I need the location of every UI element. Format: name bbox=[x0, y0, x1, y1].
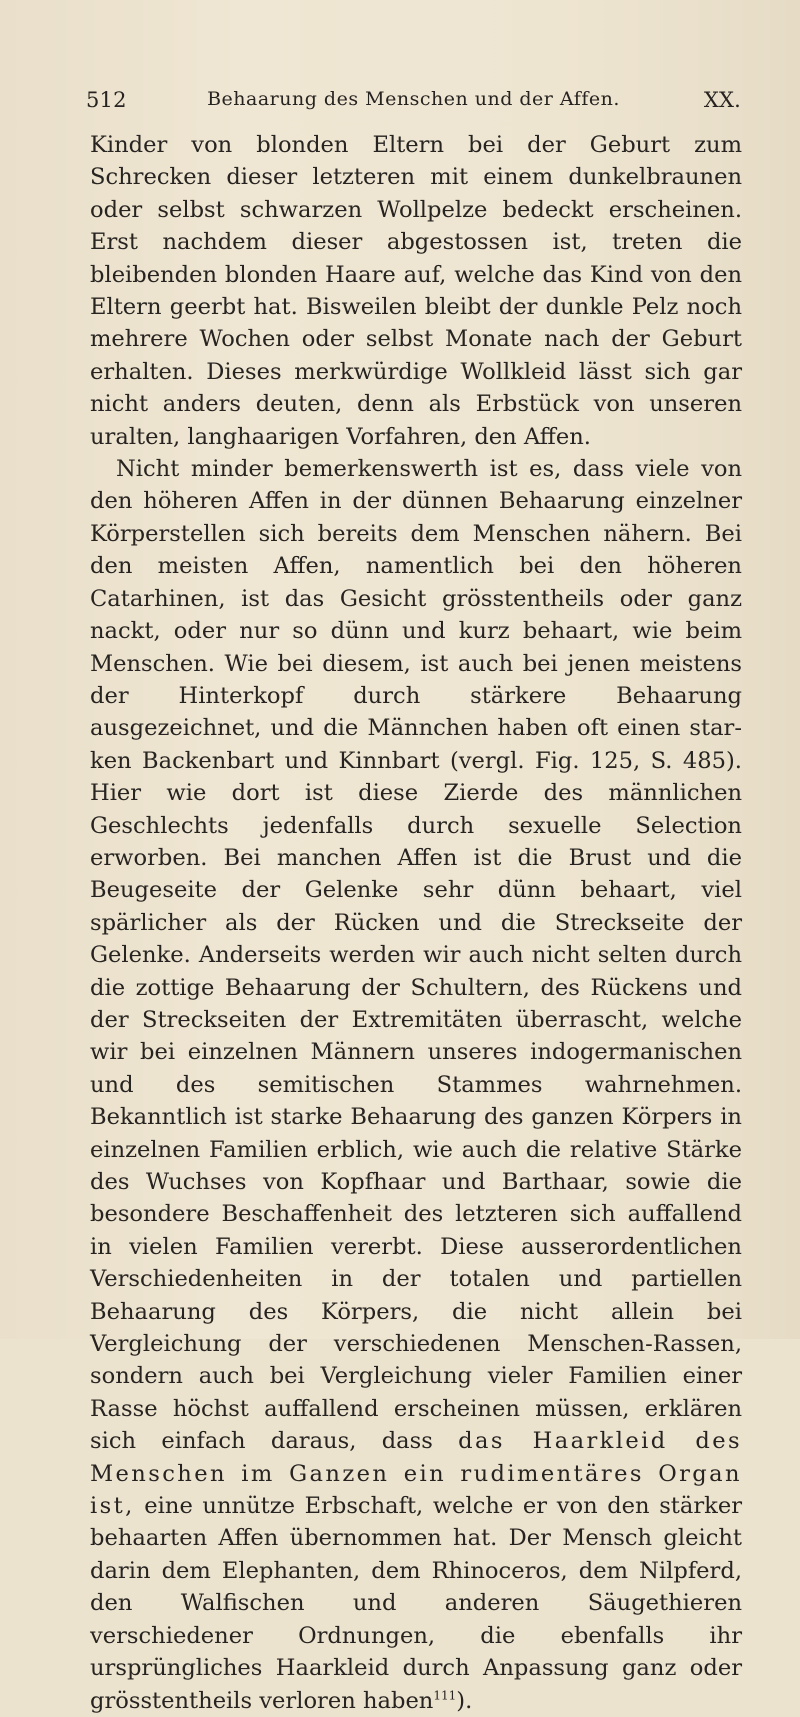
footnote-reference[interactable]: 111 bbox=[433, 1687, 457, 1702]
paragraph-1: Kinder von blonden Eltern bei der Geburt zum Schrecken dieser letzteren mit einem dunkelbraunen oder selbst schwarzen Wollpelze bedeckt erscheinen. Erst nachdem dieser abgestossen ist, treten die bleibenden blonden Haare auf, welche das Kind von den Eltern geerbt hat. Bisweilen bleibt der dunkle Pelz noch mehrere Wochen oder selbst Monate nach der Geburt erhalten. Dieses merkwürdige Wollkleid lässt sich gar nicht anders deuten, denn als Erbstück von unseren uralten, langhaarigen Vorfahren, den Affen. bbox=[90, 132, 742, 450]
page-number: 512 bbox=[86, 88, 127, 112]
chapter-number: XX. bbox=[703, 88, 741, 112]
emphasized-spaced-text: das Haarkleid des Menschen im Ganzen ein rudimentäres Organ ist, bbox=[90, 1428, 742, 1520]
paragraph-2-end: ). bbox=[456, 1687, 473, 1714]
running-title: Behaarung des Menschen und der Affen. bbox=[207, 88, 620, 110]
paragraph-2-continuation: eine unnütze Erbschaft, welche er von den stärker behaarten Affen übernommen hat. Der Mensch gleicht darin dem Elephanten, dem Rhinoceros, dem Nilpferd, den Walfischen und anderen Säugethieren verschiedener Ordnungen, die ebenfalls ihr ursprüngliches Haarkleid durch Anpassung ganz oder grösstentheils verloren haben bbox=[90, 1493, 743, 1714]
paragraph-2 bbox=[90, 453, 742, 1717]
paragraph-2-text: Nicht minder bemerkenswerth ist es, dass viele von den höheren Affen in der dünnen Behaarung einzelner Körperstellen sich bereits dem Menschen nähern. Bei den meisten Affen, namentlich bei den höheren Catarhinen, ist das Gesicht grösstentheils oder ganz nackt, oder nur so dünn und kurz behaart, wie beim Menschen. Wie bei diesem, ist auch bei jenen meistens der Hinterkopf durch stärkere Behaarung ausgezeichnet, und die Männchen haben oft einen starken Backenbart und Kinnbart (vergl. Fig. 125, S. 485). Hier wie dort ist diese Zierde des männlichen Geschlechts jedenfalls durch sexuelle Selection erworben. Bei manchen Affen ist die Brust und die Beugeseite der Gelenke sehr dünn behaart, viel spärlicher als der Rücken und die Streckseite der Gelenke. Anderseits werden wir auch nicht selten durch die zottige Behaarung der Schultern, des Rückens und der Streckseiten der Extremitäten überrascht, welche wir bei einzelnen Männern unseres indogermanischen und des semitischen Stammes wahrnehmen. Bekanntlich ist starke Behaarung des ganzen Körpers in einzelnen Familien erblich, wie auch die relative Stärke des Wuchses von Kopfhaar und Barthaar, sowie die besondere Beschaffenheit des letzteren sich auffallend in vielen Familien vererbt. Diese ausserordentlichen Verschiedenheiten in der totalen und partiellen Behaarung des Körpers, die nicht allein bei Vergleichung der verschiedenen Menschen-Rassen, sondern auch bei Vergleichung vieler Familien einer Rasse höchst auffallend erscheinen müssen, erklären sich einfach daraus, dass bbox=[90, 456, 742, 1455]
page-header bbox=[86, 88, 741, 118]
body-text bbox=[90, 129, 742, 1717]
